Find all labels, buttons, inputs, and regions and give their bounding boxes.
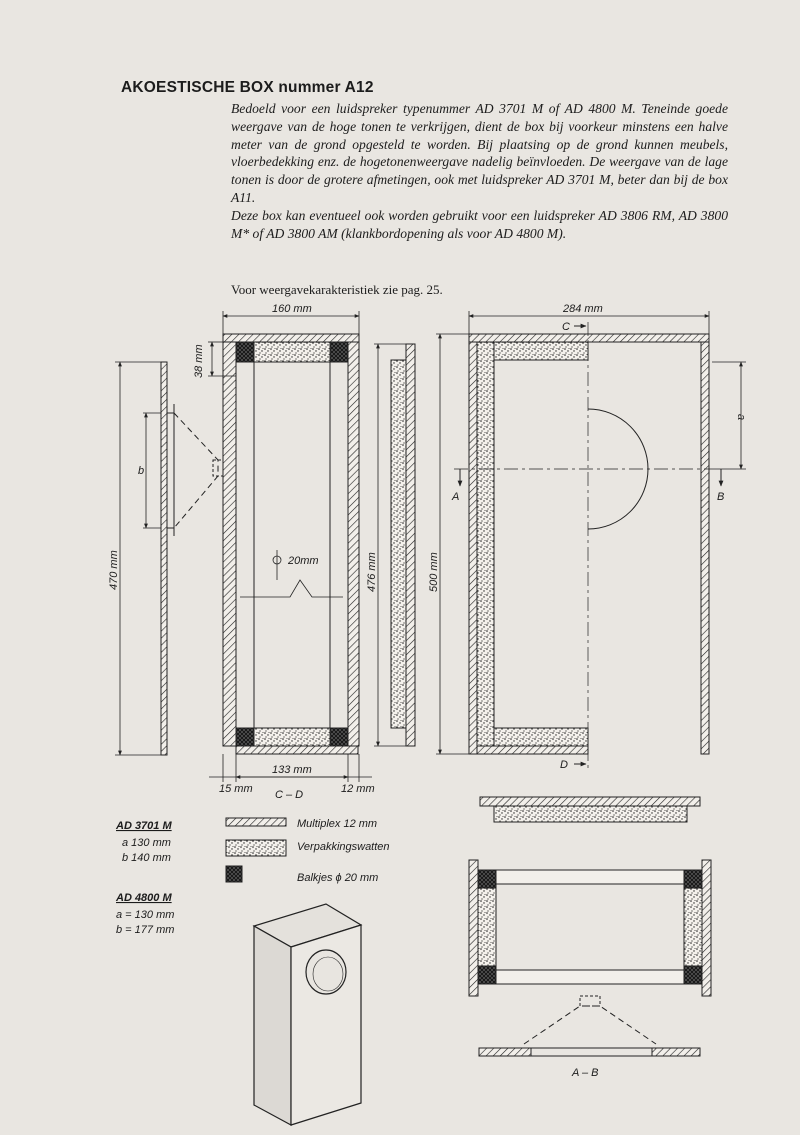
section-ab-label: A – B xyxy=(572,1067,599,1079)
box-perspective-illustration xyxy=(254,904,361,1125)
section-b-label: B xyxy=(717,491,725,503)
spec-b-1: b 140 mm xyxy=(122,852,171,864)
page-title: AKOESTISCHE BOX nummer A12 xyxy=(121,79,374,96)
legend-balkjes-swatch xyxy=(226,866,242,882)
front-view-baffle xyxy=(454,322,712,770)
dim-476-label: 476 mm xyxy=(366,552,378,592)
spec-a-1: a 130 mm xyxy=(122,837,171,849)
section-ab-view xyxy=(479,996,700,1056)
spec-b-2: b = 177 mm xyxy=(116,924,175,936)
dim-500 xyxy=(436,334,469,754)
section-c-label: C xyxy=(562,321,570,333)
cross-section-view xyxy=(469,860,711,996)
dim-b-label: b xyxy=(138,465,145,477)
dim-b xyxy=(143,413,161,528)
section-cd-label: C – D xyxy=(275,789,304,801)
legend-watten-swatch xyxy=(226,840,286,856)
spec-a-2: a = 130 mm xyxy=(116,909,175,921)
dim-470 xyxy=(115,362,161,755)
side-section-view xyxy=(161,362,223,755)
dim-160-label: 160 mm xyxy=(272,303,312,315)
dim-phi-label: 20mm xyxy=(288,555,319,567)
reference-note: Voor weergavekarakteristiek zie pag. 25. xyxy=(231,282,443,297)
description-paragraph-1: Bedoeld voor een luidspreker typenummer AD 3701 M of AD 4800 M. Teneinde goede weergave van de hoge tonen te verkrijgen, dient de box bij voorkeur minstens een halve meter van de grond opgesteld te worden. Bij plaatsing op de grond kunnen meubels, vloerbedekking enz. de hogetonenweergave nadelig beïnvloeden. De weergave van de lage tonen is door de grotere afmetingen, ook met luidspreker AD 3701 M, beter dan bij de box A11. xyxy=(231,101,728,205)
dim-470-label: 470 mm xyxy=(108,550,120,590)
section-d-label: D xyxy=(560,759,568,771)
top-section-view xyxy=(480,797,700,822)
front-view-cd xyxy=(223,334,359,754)
dim-a-label: a xyxy=(735,414,747,421)
side-view-narrow xyxy=(391,344,415,746)
dim-15-label: 15 mm xyxy=(219,783,253,795)
description-paragraph-2: Deze box kan eventueel ook worden gebruikt voor een luidspreker AD 3806 RM, AD 3800 M* of AD 3800 AM (klankbordopening als voor AD 4800 M). xyxy=(231,207,728,241)
dim-284-label: 284 mm xyxy=(563,303,603,315)
dim-12-label: 12 mm xyxy=(341,783,375,795)
legend-watten-label: Verpakkingswatten xyxy=(297,841,390,853)
section-a-label: A xyxy=(452,491,460,503)
dim-133-label: 133 mm xyxy=(272,764,312,776)
spec-model-1: AD 3701 M xyxy=(116,820,172,832)
legend-balkjes-label: Balkjes ϕ 20 mm xyxy=(297,872,379,884)
spec-model-2: AD 4800 M xyxy=(116,892,172,904)
legend-multiplex-swatch xyxy=(226,818,286,826)
dim-500-label: 500 mm xyxy=(428,552,440,592)
legend-swatches xyxy=(226,818,286,882)
legend-multiplex-label: Multiplex 12 mm xyxy=(297,818,378,830)
dim-38-label: 38 mm xyxy=(193,344,205,378)
section-markers xyxy=(460,326,721,764)
